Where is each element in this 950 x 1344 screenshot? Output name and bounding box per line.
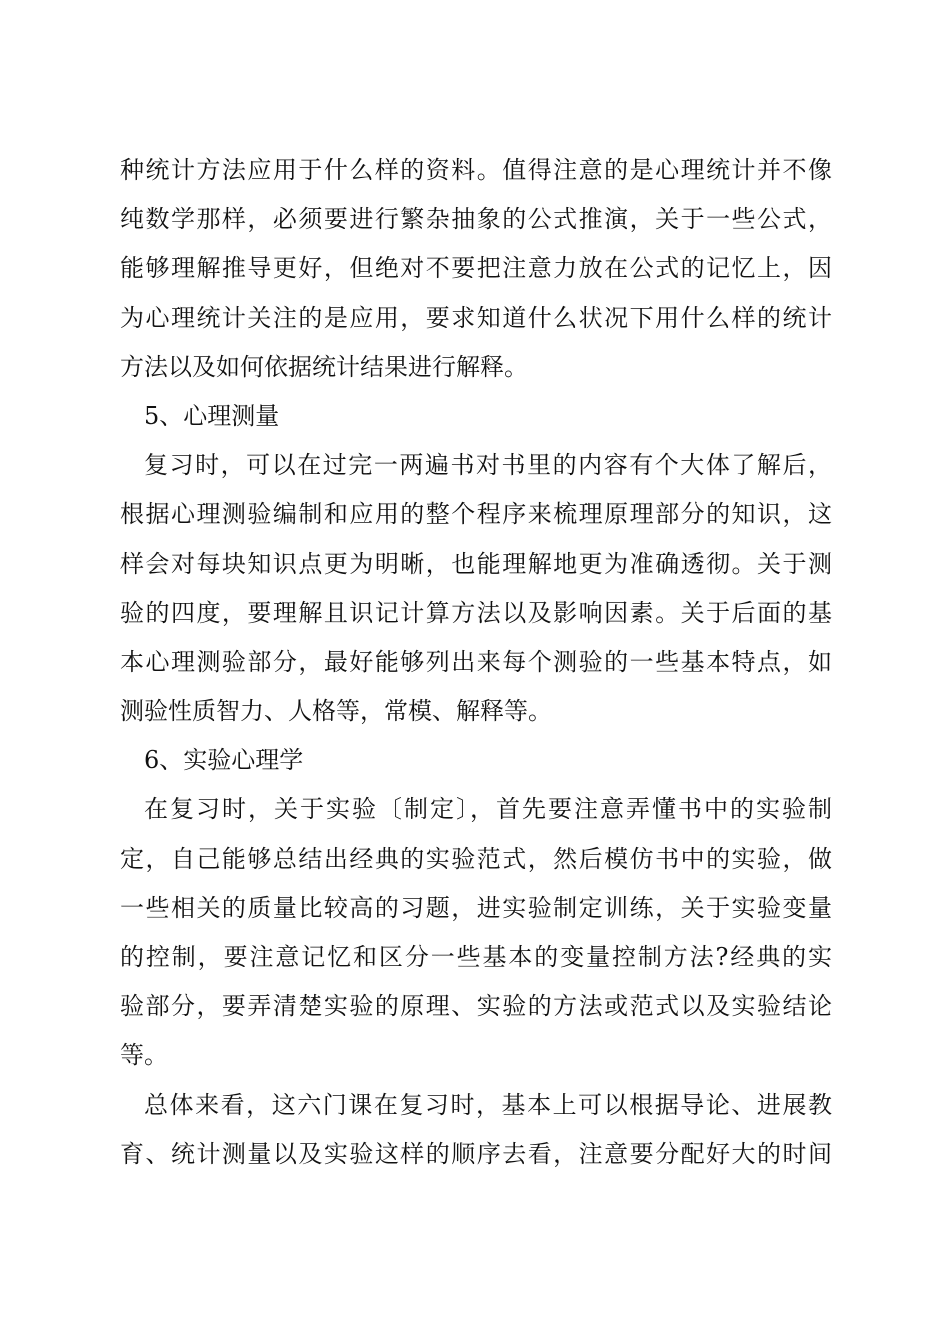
paragraph-experimental-psychology (120, 785, 832, 1080)
section-heading-experimental-psychology: 6、实验心理学 (144, 746, 304, 775)
document-body (120, 146, 832, 1179)
text-line: 复习时，可以在过完一两遍书对书里的内容有个大体了解后， (144, 451, 832, 480)
text-line: 纯数学那样，必须要进行繁杂抽象的公式推演，关于一些公式， (120, 205, 832, 234)
text-line: 方法以及如何依据统计结果进行解释。 (120, 352, 528, 381)
text-line: 为心理统计关注的是应用，要求知道什么状况下用什么样的统计 (120, 303, 832, 332)
text-line: 的控制，要注意记忆和区分一些基本的变量控制方法?经典的实 (120, 943, 832, 971)
section-heading-psychological-measurement: 5、心理测量 (144, 401, 280, 430)
text-line: 验部分，要弄清楚实验的原理、实验的方法或范式以及实验结论 (120, 992, 832, 1021)
text-line: 种统计方法应用于什么样的资料。值得注意的是心理统计并不像 (120, 156, 832, 184)
text-line: 样会对每块知识点更为明晰，也能理解地更为准确透彻。关于测 (120, 549, 832, 578)
paragraph-summary (120, 1081, 832, 1179)
text-line: 定，自己能够总结出经典的实验范式，然后模仿书中的实验，做 (120, 844, 832, 873)
paragraph-psychological-measurement (120, 441, 832, 736)
text-line: 一些相关的质量比较高的习题，进实验制定训练，关于实验变量 (120, 893, 832, 922)
text-line: 本心理测验部分，最好能够列出来每个测验的一些基本特点，如 (120, 647, 832, 676)
text-line: 测验性质智力、人格等，常模、解释等。 (120, 697, 552, 726)
text-line: 等。 (120, 1041, 168, 1070)
paragraph-statistics-continued (120, 146, 832, 392)
text-line: 总体来看，这六门课在复习时，基本上可以根据导论、进展教 (144, 1090, 832, 1119)
text-line: 育、统计测量以及实验这样的顺序去看，注意要分配好大的时间 (120, 1139, 832, 1168)
text-line: 根据心理测验编制和应用的整个程序来梳理原理部分的知识，这 (120, 500, 832, 529)
text-line: 能够理解推导更好，但绝对不要把注意力放在公式的记忆上，因 (120, 254, 832, 283)
text-line: 验的四度，要理解且识记计算方法以及影响因素。关于后面的基 (120, 598, 832, 627)
text-line: 在复习时，关于实验〔制定〕，首先要注意弄懂书中的实验制 (144, 795, 832, 824)
